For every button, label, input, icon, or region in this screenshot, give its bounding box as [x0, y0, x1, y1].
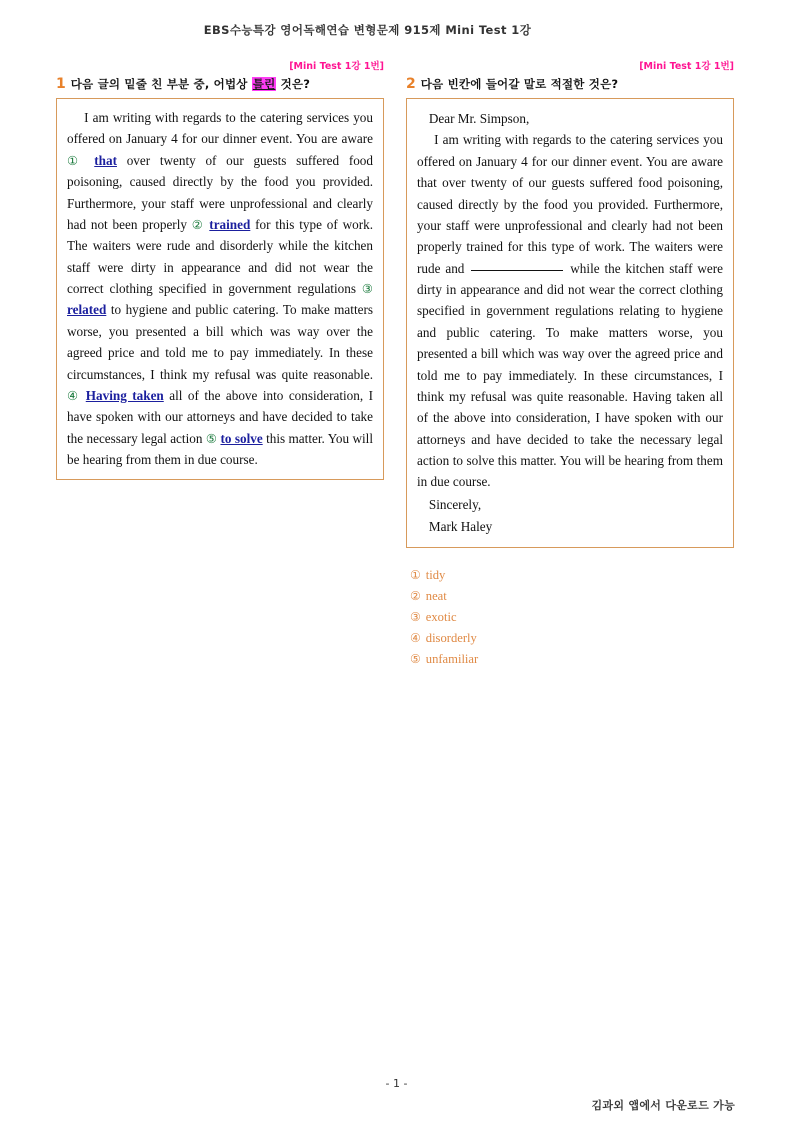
underlined-answer-1[interactable]: that — [94, 152, 117, 168]
question-heading-2 — [406, 76, 734, 93]
prompt-text-before: 다음 글의 밑줄 친 부분 중, 어법상 — [70, 77, 248, 91]
choice-marker: ⑤ — [410, 651, 421, 666]
footer-note: 김과외 앱에서 다운로드 가능 — [591, 1099, 735, 1112]
underlined-answer-3[interactable]: related — [67, 302, 107, 318]
passage2-segment-b: while the kitchen staff were dirty in appearance and did not wear the correct clothing specified in government regulations relating to hygiene and public catering. To make matters worse, you presented a bill which was way over the agreed price and told me to pay immediately. In these circumstances, I think my refusal was quite reasonable. Having taken all of the above into consideration, I have spoken with our attorneys and have decided to take the necessary legal action to solve this matter. You will be hearing from them in due course. — [417, 260, 724, 490]
document-title: EBS수능특강 영어독해연습 변형문제 915제 Mini Test 1강 — [203, 23, 532, 37]
letter-salutation: Dear Mr. Simpson, — [428, 111, 530, 126]
circled-marker-5: ⑤ — [205, 430, 218, 446]
circled-marker-3: ③ — [361, 281, 373, 296]
question-number-1: 1 — [56, 76, 66, 92]
document-header — [0, 22, 793, 38]
circled-marker-2: ② — [191, 216, 205, 232]
two-column-layout — [0, 62, 793, 670]
choice-item[interactable] — [406, 586, 734, 607]
question-number-2: 2 — [406, 76, 416, 92]
passage-segment-c: for this type of work. The waiters were rude and disorderly while the kitchen staff were dirty in appearance and did not wear the correct clothing specified in government regulations — [67, 216, 374, 296]
choice-label: unfamiliar — [425, 651, 479, 666]
circled-marker-4: ④ — [67, 387, 81, 403]
choice-item[interactable] — [406, 565, 734, 586]
choice-label: neat — [425, 588, 447, 603]
choice-item[interactable] — [406, 649, 734, 670]
underlined-answer-5[interactable]: to solve — [220, 430, 263, 446]
question-tag-2: [Mini Test 1강 1번] — [639, 61, 734, 72]
choice-label: tidy — [425, 567, 446, 582]
question-tag-1: [Mini Test 1강 1번] — [289, 61, 384, 72]
passage-box-2 — [406, 98, 734, 548]
prompt-text-after: 것은? — [280, 77, 311, 91]
passage-segment-d: to hygiene and public catering. To make matters worse, you presented a bill which was way over the agreed price and told me to pay immediately. In these circumstances, I think my refusal was quite reasonable. — [67, 302, 373, 382]
passage-segment-a: I am writing with regards to the catering services you offered on January 4 for our dinner event. You are aware — [67, 110, 373, 147]
passage-box-1 — [56, 98, 384, 480]
choice-marker: ① — [410, 567, 421, 582]
choice-label: exotic — [425, 609, 457, 624]
choice-label: disorderly — [425, 630, 477, 645]
passage-segment-f: this matter. You will be hearing from them in due course. — [67, 430, 374, 467]
question-column-2 — [406, 62, 734, 670]
question-prompt-2: 다음 빈칸에 들어갈 말로 적절한 것은? — [420, 77, 619, 91]
choice-marker: ② — [410, 588, 421, 603]
answer-blank[interactable] — [471, 270, 563, 271]
passage-paragraph-1 — [67, 107, 373, 470]
choice-item[interactable] — [406, 628, 734, 649]
choice-list — [406, 565, 734, 670]
page-number: - 1 - — [385, 1077, 408, 1090]
passage-paragraph-2 — [417, 129, 723, 492]
passage-segment-e: all of the above into consideration, I have spoken with our attorneys and have decided to take the necessary legal action — [67, 387, 374, 446]
circled-marker-1: ① — [67, 152, 85, 168]
choice-marker: ③ — [410, 609, 421, 624]
question-heading-1 — [56, 76, 384, 93]
prompt-highlight-wrong: 틀린 — [252, 77, 276, 91]
question-column-1 — [56, 62, 384, 670]
underlined-answer-4[interactable]: Having taken — [85, 387, 164, 403]
letter-signature: Mark Haley — [428, 519, 493, 535]
passage-segment-b: over twenty of our guests suffered food poisoning, caused directly by the food you provided. Furthermore, your staff were unprofessional and clearly had not been properly — [67, 152, 373, 232]
letter-closing: Sincerely, — [428, 496, 482, 512]
question-prompt-1 — [71, 76, 310, 92]
passage2-segment-a: I am writing with regards to the catering services you offered on January 4 for our dinner event. You are aware that over twenty of our guests suffered food poisoning, caused directly by the food you provided. Furthermore, your staff were unprofessional and clearly had not been properly trained for this type of work. The waiters were rude and — [417, 132, 723, 276]
choice-marker: ④ — [410, 630, 421, 645]
underlined-answer-2[interactable]: trained — [209, 216, 251, 232]
choice-item[interactable] — [406, 607, 734, 628]
